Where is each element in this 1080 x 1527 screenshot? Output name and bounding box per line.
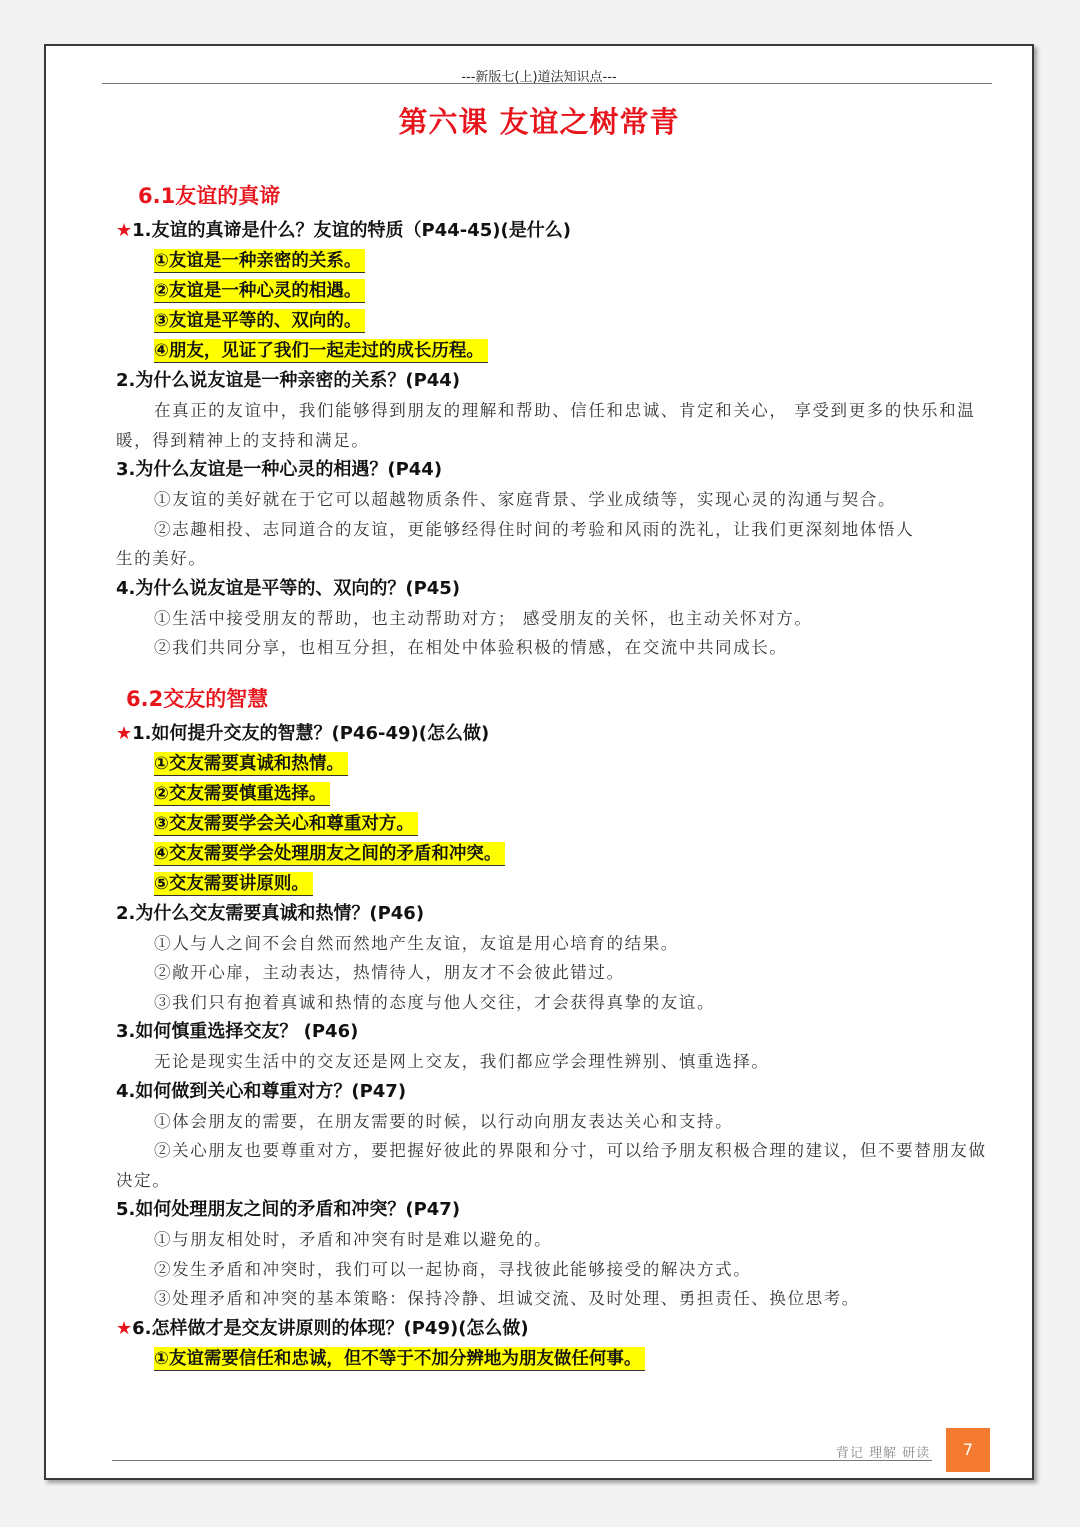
footer-text: 背记 理解 研读 [836,1446,931,1461]
star-icon: ★ [116,220,133,241]
highlight-item: ②交友需要慎重选择。 [116,779,996,809]
highlight-item: ①交友需要真诚和热情。 [116,749,996,779]
question-title: 5.如何处理朋友之间的矛盾和冲突？(P47) [116,1199,461,1220]
question-title: ★1.友谊的真谛是什么？友谊的特质（P44-45)(是什么) [116,220,571,241]
header-divider [102,83,992,84]
question-title: 3.为什么友谊是一种心灵的相遇？(P44) [116,459,443,480]
question-title: 4.如何做到关心和尊重对方？(P47) [116,1080,407,1102]
highlight-item: ③友谊是平等的、双向的。 [116,306,996,336]
answer-paragraph: 在真正的友谊中，我们能够得到朋友的理解和帮助、信任和忠诚、肯定和关心， 享受到更多的快乐和温暖，得到精神上的支持和满足。 [116,401,976,450]
question-title: 2.为什么说友谊是一种亲密的关系？(P44) [116,370,461,391]
question-title: 4.为什么说友谊是平等的、双向的？(P45) [116,577,461,599]
answer-paragraph: ①与朋友相处时，矛盾和冲突有时是难以避免的。 [154,1230,553,1249]
star-icon: ★ [116,1317,133,1339]
answer-paragraph: 无论是现实生活中的交友还是网上交友，我们都应学会理性辨别、慎重选择。 [154,1052,770,1071]
section-heading: 6.2交友的智慧 [126,686,269,711]
highlight-item: ④交友需要学会处理朋友之间的矛盾和冲突。 [116,839,996,869]
footer-divider [112,1460,932,1461]
answer-paragraph: ②我们共同分享，也相互分担，在相处中体验积极的情感，在交流中共同成长。 [154,638,788,657]
answer-paragraph: ②敞开心扉，主动表达，热情待人，朋友才不会彼此错过。 [154,963,625,982]
answer-paragraph: ②关心朋友也要尊重对方，要把握好彼此的界限和分寸，可以给予朋友积极合理的建议，但不要替朋友做决定。 [116,1141,987,1190]
answer-paragraph: ③我们只有抱着真诚和热情的态度与他人交往，才会获得真挚的友谊。 [154,992,716,1012]
running-header: ---新版七(上)道法知识点--- [461,70,617,85]
question-title: ★6.怎样做才是交友讲原则的体现？(P49)(怎么做) [116,1317,529,1339]
answer-paragraph: ①体会朋友的需要，在朋友需要的时候，以行动向朋友表达关心和支持。 [154,1111,734,1131]
page-title: 第六课 友谊之树常青 [398,105,680,139]
star-icon: ★ [116,722,133,744]
highlight-item: ⑤交友需要讲原则。 [116,869,996,899]
answer-paragraph: ①人与人之间不会自然而然地产生友谊，友谊是用心培育的结果。 [154,933,679,953]
highlight-item: ②友谊是一种心灵的相遇。 [116,276,996,306]
highlight-item: ①友谊是一种亲密的关系。 [116,246,996,276]
content [116,176,996,1374]
answer-paragraph: ③处理矛盾和冲突的基本策略：保持冷静、坦诚交流、及时处理、勇担责任、换位思考。 [154,1289,860,1308]
answer-paragraph: ①生活中接受朋友的帮助，也主动帮助对方； 感受朋友的关怀，也主动关怀对方。 [154,608,813,628]
highlight-item: ③交友需要学会关心和尊重对方。 [116,809,996,839]
answer-paragraph: ①友谊的美好就在于它可以超越物质条件、家庭背景、学业成绩等，实现心灵的沟通与契合。 [154,490,897,509]
answer-paragraph: ②发生矛盾和冲突时，我们可以一起协商，寻找彼此能够接受的解决方式。 [154,1259,752,1279]
page-number-badge: 7 [946,1428,990,1472]
question-title: 3.如何慎重选择交友？ (P46) [116,1021,359,1042]
answer-paragraph: ②志趣相投、志同道合的友谊，更能够经得住时间的考验和风雨的洗礼，让我们更深刻地体悟人生的美好。 [116,519,915,568]
question-title: ★1.如何提升交友的智慧？(P46-49)(怎么做) [116,722,490,744]
section-heading: 6.1友谊的真谛 [138,184,281,208]
question-title: 2.为什么交友需要真诚和热情？(P46) [116,902,425,924]
highlight-item: ①友谊需要信任和忠诚，但不等于不加分辨地为朋友做任何事。 [116,1344,996,1374]
document-page [44,44,1034,1480]
highlight-item: ④朋友，见证了我们一起走过的成长历程。 [116,336,996,366]
